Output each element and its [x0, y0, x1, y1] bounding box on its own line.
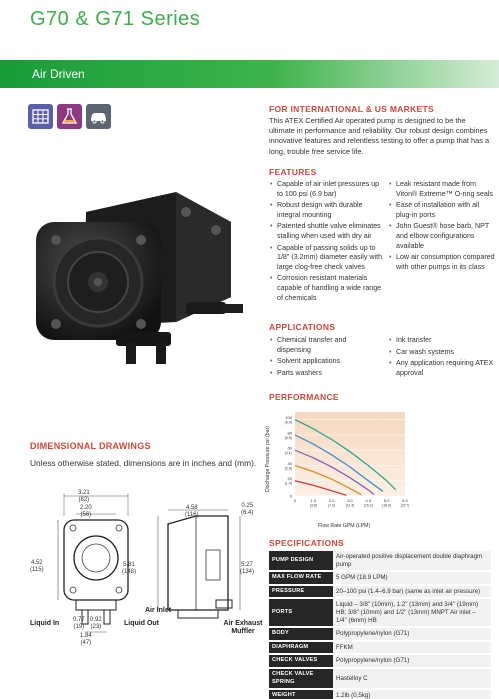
application-item: • Solvent applications	[270, 357, 382, 367]
features-heading: FEATURES	[269, 167, 317, 177]
chart-x-tick-label: 0	[293, 498, 297, 503]
flask-icon	[57, 104, 82, 129]
banner-label: Air Driven	[32, 67, 85, 81]
spec-row	[269, 571, 491, 585]
liquid-out-label: Liquid Out	[124, 620, 159, 627]
feature-item: • John Guest® hose barb, NPT and elbow configurations available	[389, 222, 495, 251]
dim-mm: (56)	[80, 512, 92, 518]
chart-y-tick-label: 60	[287, 445, 292, 451]
spec-value: 1.2lb (0.5kg)	[333, 689, 491, 699]
chart-y-tick-label: 20	[287, 476, 292, 482]
chart-x-tick-label: 1.0	[310, 498, 317, 503]
category-banner	[0, 60, 499, 88]
spec-row	[269, 641, 491, 655]
chart-y-tick-label: 100	[285, 415, 292, 421]
feature-item: • Corrosion resistant materials capable of handling a wide range of chemicals	[270, 274, 386, 303]
spec-key: PUMP DESIGN	[269, 551, 333, 571]
features-list-left	[270, 180, 386, 305]
dim-port-left-label	[73, 617, 85, 631]
application-item: • Car wash systems	[389, 348, 495, 358]
spec-key: WEIGHT	[269, 689, 333, 699]
feature-item: • Patented shuttle valve eliminates stalling when used with dry air	[270, 222, 386, 241]
applications-list-left	[270, 336, 382, 380]
spec-key: CHECK VALVES	[269, 654, 333, 668]
spec-value: 20–100 psi (1.4–6.9 bar) (same as inlet air pressure)	[333, 585, 491, 599]
spec-key: PORTS	[269, 598, 333, 627]
dim-inner-width-label	[80, 505, 92, 519]
feature-item: • Capable of passing solids up to 1/8" (3.2mm) diameter easily with large clog-free check valves	[270, 244, 386, 273]
dim-mm: (23)	[90, 624, 102, 630]
spec-row	[269, 585, 491, 599]
dim-value: 0.25	[241, 503, 254, 509]
dim-port-span-label	[80, 633, 92, 647]
spec-key: CHECK VALVE SPRING	[269, 668, 333, 689]
dim-mm: (6.4)	[241, 510, 254, 516]
chart-x-tick-unit: (7.6)	[328, 503, 336, 508]
application-item: • Any application requiring ATEX approval	[389, 359, 495, 378]
chart-x-tick-unit: (18.9)	[382, 503, 392, 508]
dim-width-label	[78, 490, 90, 504]
spec-value: Liquid – 3/8" (10mm), 1.2" (13mm) and 3/4" (19mm) HB; 3/8" (10mm) and 1/2" (13mm) MNPT Air inlet – 1/4" (6mm) HB	[333, 598, 491, 627]
air-exhaust-label: Air Exhaust Muffler	[223, 620, 263, 635]
dim-value: 4.58	[185, 505, 198, 511]
performance-heading: PERFORMANCE	[269, 392, 339, 402]
spec-value: Hastelloy C	[333, 668, 491, 689]
spec-key: MAX FLOW RATE	[269, 571, 333, 585]
spec-row	[269, 627, 491, 641]
chart-y-tick-label: 40	[287, 460, 292, 466]
chart-x-tick-label: 5.0	[383, 498, 390, 503]
spec-row	[269, 654, 491, 668]
spec-key: DIAPHRAGM	[269, 641, 333, 655]
dim-value: 4.52	[30, 560, 43, 566]
application-icons	[28, 104, 111, 129]
dim-mm: (47)	[80, 640, 92, 646]
international-heading: FOR INTERNATIONAL & US MARKETS	[269, 104, 434, 114]
applications-heading: APPLICATIONS	[269, 322, 336, 332]
application-item: • Parts washers	[270, 369, 382, 379]
chart-y-axis-label: Discharge Pressure psi (bar)	[265, 425, 271, 492]
chart-x-tick-label: 4.0	[365, 498, 372, 503]
dim-port-right-label	[90, 617, 102, 631]
chart-y-tick-unit: (1.4)	[284, 481, 292, 486]
spec-row	[269, 598, 491, 627]
dim-mm: (82)	[78, 497, 90, 503]
feature-item: • Capable of air inlet pressures up to 100 psi (6.9 bar)	[270, 180, 386, 199]
specifications-table	[269, 551, 491, 699]
applications-list-right	[389, 336, 495, 380]
feature-item: • Ease of installation with all plug-in ports	[389, 201, 495, 220]
dimensional-drawing	[28, 490, 260, 638]
specifications-heading: SPECIFICATIONS	[269, 538, 344, 548]
dim-value: 5.27	[241, 562, 253, 568]
dim-value: 1.84	[80, 633, 92, 639]
spec-value: Polypropylene/nylon (G71)	[333, 627, 491, 641]
spec-value: Air-operated positive displacement double diaphragm pump	[333, 551, 491, 571]
dim-depth-label	[185, 505, 199, 519]
spec-row	[269, 689, 491, 699]
chart-y-tick-unit: (6.9)	[284, 420, 292, 425]
dim-side-height2-label	[240, 562, 254, 576]
performance-chart	[269, 408, 409, 520]
grid-icon	[28, 104, 53, 129]
chart-x-tick-label: 6.0	[402, 498, 408, 503]
feature-item: • Robust design with durable integral mounting	[270, 201, 386, 220]
chart-x-tick-unit: (11.4)	[345, 503, 355, 508]
pump-product-image	[26, 182, 254, 370]
features-list-right	[389, 180, 495, 274]
dimensional-drawings-heading: DIMENSIONAL DRAWINGS	[30, 441, 151, 451]
application-item: • Chemical transfer and dispensing	[270, 336, 382, 355]
chart-y-tick-unit: (2.8)	[284, 466, 292, 471]
chart-x-axis-label: Flow Rate GPM (LPM)	[318, 523, 371, 529]
chart-x-tick-unit: (3.8)	[309, 503, 317, 508]
dim-height-label	[30, 560, 44, 574]
series-title: G70 & G71 Series	[30, 8, 201, 30]
chart-y-tick-label: 0	[289, 493, 292, 499]
application-item: • Ink transfer	[389, 336, 495, 346]
spec-value: FFKM	[333, 641, 491, 655]
chart-y-tick-unit: (4.1)	[284, 451, 292, 456]
spec-value: 5 GPM (18.9 LPM)	[333, 571, 491, 585]
liquid-in-label: Liquid In	[30, 620, 60, 627]
dim-value: 2.20	[80, 505, 92, 511]
dim-value: 3.21	[78, 490, 90, 496]
dim-side-height-label	[122, 562, 136, 576]
dim-mm: (148)	[122, 569, 137, 575]
chart-x-tick-label: 3.0	[347, 498, 353, 503]
dim-mm: (19)	[73, 624, 85, 630]
chart-y-tick-label: 80	[287, 430, 292, 436]
intro-paragraph: This ATEX Certified Air operated pump is designed to be the ultimate in performance and reliability. Our robust design combines innovative features and relentless testing to offer a pump that has a long, trouble free service life.	[269, 116, 490, 156]
spec-key: PRESSURE	[269, 585, 333, 599]
dim-mm: (116)	[185, 512, 199, 518]
spec-value: Polypropylene/nylon (G71)	[333, 654, 491, 668]
air-inlet-label: Air Inlet	[145, 607, 172, 614]
dim-mm: (134)	[240, 569, 255, 575]
chart-x-tick-unit: (15.2)	[363, 503, 373, 508]
dim-value: 0.77	[73, 617, 85, 623]
spec-key: BODY	[269, 627, 333, 641]
dim-mm: (115)	[30, 567, 44, 573]
spec-row	[269, 668, 491, 689]
spec-row	[269, 551, 491, 571]
car-icon	[86, 104, 111, 129]
chart-x-tick-label: 2.0	[328, 498, 335, 503]
feature-item: • Low air consumption compared with other pumps in its class	[389, 253, 495, 272]
dimensional-note: Unless otherwise stated, dimensions are in inches and (mm).	[30, 458, 257, 468]
dim-value: 0.92	[90, 617, 102, 623]
feature-item: • Leak resistant made from Viton® Extreme™ O-ring seals	[389, 180, 495, 199]
dim-value: 5.81	[123, 562, 135, 568]
chart-y-tick-unit: (5.5)	[284, 435, 292, 440]
chart-x-tick-unit: (22.7)	[400, 503, 409, 508]
dim-offset-label	[241, 503, 253, 517]
